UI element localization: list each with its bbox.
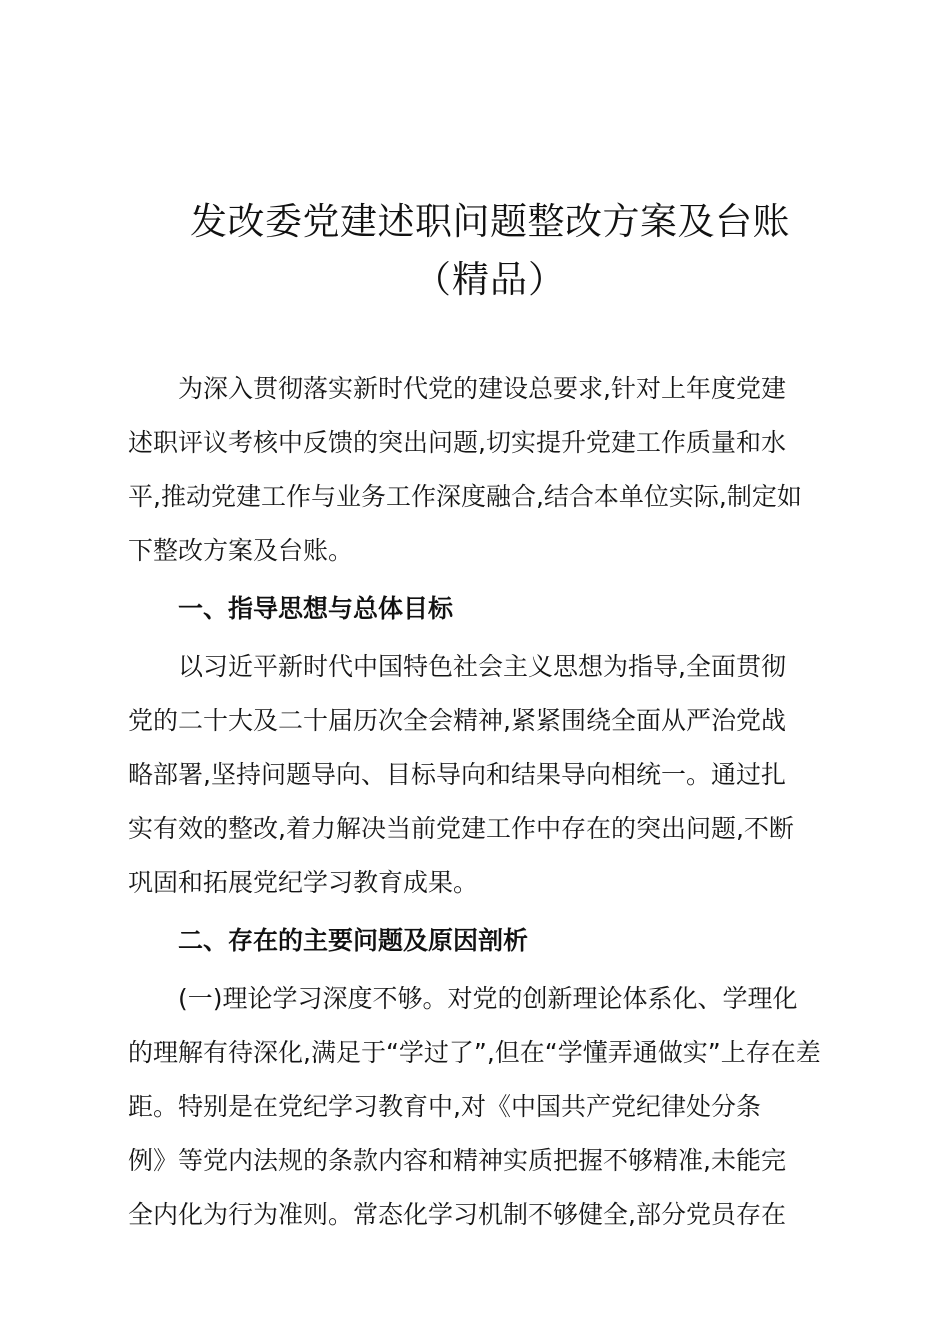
text-line: 实有效的整改,着力解决当前党建工作中存在的突出问题,不断 [128,814,794,843]
problem-1-paragraph [128,972,820,1242]
text-line: 全内化为行为准则。常态化学习机制不够健全,部分党员存在 [128,1200,786,1229]
heading-text: 二、存在的主要问题及原因剖析 [178,926,529,955]
text-line: 党的二十大及二十届历次全会精神,紧紧围绕全面从严治党战 [128,706,786,735]
intro-paragraph [128,362,820,578]
document-title [150,196,830,306]
text-line: 略部署,坚持问题导向、目标导向和结果导向相统一。通过扎 [128,760,786,789]
text-line: 为深入贯彻落实新时代党的建设总要求,针对上年度党建 [178,374,786,403]
text-line: 平,推动党建工作与业务工作深度融合,结合本单位实际,制定如 [128,482,802,511]
text-line: 距。特别是在党纪学习教育中,对《中国共产党纪律处分条 [128,1092,761,1121]
title-line-main: 发改委党建述职问题整改方案及台账 [190,200,790,243]
text-line: 以习近平新时代中国特色社会主义思想为指导,全面贯彻 [178,652,786,681]
title-line-sub: （精品） [414,258,566,301]
text-line: (一)理论学习深度不够。对党的创新理论体系化、学理化 [178,984,798,1013]
text-line: 例》等党内法规的条款内容和精神实质把握不够精准,未能完 [128,1146,786,1175]
text-line: 述职评议考核中反馈的突出问题,切实提升党建工作质量和水 [128,428,786,457]
text-line: 巩固和拓展党纪学习教育成果。 [128,868,479,897]
section-heading-2 [128,910,820,972]
heading-text: 一、指导思想与总体目标 [178,594,454,623]
document-body [128,362,820,1242]
guiding-thought-paragraph [128,640,820,910]
text-line: 下整改方案及台账。 [128,536,354,565]
section-heading-1 [128,578,820,640]
text-line: 的理解有待深化,满足于“学过了”,但在“学懂弄通做实”上存在差 [128,1038,821,1067]
